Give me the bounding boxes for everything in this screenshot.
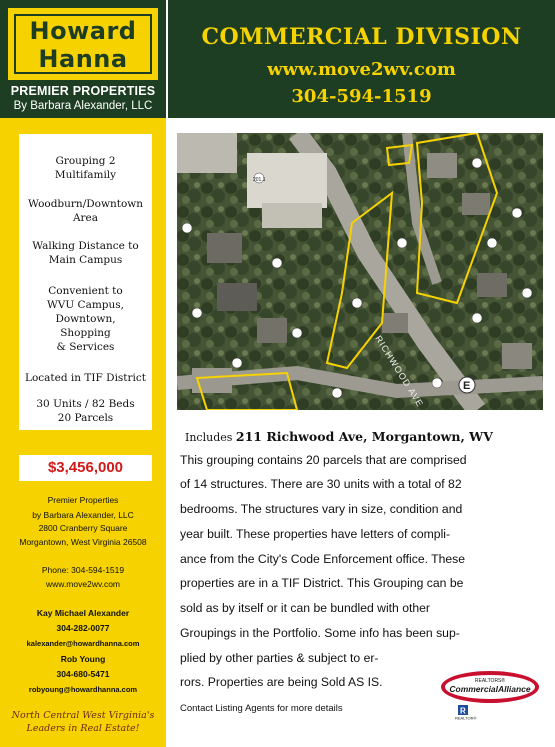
agent-email[interactable]: robyoung@howardhanna.com — [28, 685, 138, 694]
description-line: Groupings in the Portfolio. Some info has been sup- — [180, 626, 460, 640]
realtor-commercial-alliance-logo — [440, 668, 541, 720]
feature-line: Main Campus — [48, 254, 123, 266]
office-name: Premier Properties — [47, 495, 119, 505]
map-corner-label: E — [463, 380, 471, 392]
logo-word-hanna: Hanna — [38, 45, 128, 73]
agent-phone[interactable]: 304-680-5471 — [56, 669, 110, 679]
tagline-line2: Leaders in Real Estate! — [26, 723, 140, 734]
price-badge: $3,456,000 — [19, 455, 152, 481]
description-line: ance from the City's Code Enforcement office. These — [180, 552, 466, 566]
feature-line: Shopping — [60, 327, 111, 339]
header-phone: 304-594-1519 — [291, 86, 432, 107]
logo-word-howard: Howard — [29, 17, 137, 45]
realtor-badge-top: REALTORS® — [474, 678, 506, 684]
agent-name: Rob Young — [60, 654, 106, 664]
header-website: www.move2wv.com — [267, 59, 456, 80]
feature-line: Walking Distance to — [32, 240, 139, 252]
svg-text:R: R — [460, 706, 466, 716]
office-street: 2800 Cranberry Square — [38, 523, 128, 533]
feature-line: Woodburn/Downtown — [27, 198, 144, 210]
division-title: COMMERCIAL DIVISION — [201, 24, 522, 50]
feature-line: 20 Parcels — [57, 412, 114, 424]
logo-byline: By Barbara Alexander, LLC — [13, 100, 153, 112]
feature-line: Located in TIF District — [24, 372, 147, 384]
sidebar — [0, 118, 166, 747]
tagline-line1: North Central West Virginia's — [11, 710, 155, 721]
realtor-badge-title: CommercialAlliance — [449, 684, 531, 694]
aerial-map-image — [177, 133, 543, 410]
feature-line: Grouping 2 — [55, 155, 116, 167]
includes-prefix: Includes — [185, 431, 233, 444]
feature-line: & Services — [56, 341, 115, 353]
agent-name: Kay Michael Alexander — [36, 608, 130, 618]
agent-phone[interactable]: 304-282-0077 — [56, 623, 110, 633]
parcel-number: 201.1 — [253, 177, 266, 183]
description-line: year built. These properties have letters of compli- — [180, 527, 451, 541]
logo — [0, 0, 166, 118]
description-line: properties are in a TIF District. This Grouping can be — [180, 576, 464, 590]
listing-headline — [185, 429, 493, 444]
feature-line: Multifamily — [54, 169, 117, 181]
feature-card — [19, 134, 152, 430]
feature-line: Area — [72, 212, 99, 224]
feature-line: Convenient to — [48, 285, 123, 297]
logo-plate — [8, 8, 158, 80]
description-line: sold as by itself or it can be bundled with other — [180, 601, 430, 615]
feature-line: Downtown, — [55, 313, 116, 325]
feature-line: 30 Units / 82 Beds — [36, 398, 135, 410]
logo-subtitle: PREMIER PROPERTIES — [10, 84, 156, 98]
office-by: by Barbara Alexander, LLC — [32, 510, 134, 520]
office-website[interactable]: www.move2wv.com — [46, 579, 120, 589]
description-line: rors. Properties are being Sold AS IS. — [180, 675, 383, 689]
contact-note: Contact Listing Agents for more details — [180, 703, 343, 714]
description-line: bedrooms. The structures vary in size, condition and — [180, 502, 463, 516]
description-line: plied by other parties & subject to er- — [180, 651, 379, 665]
realtor-badge-mark: REALTOR® — [455, 715, 477, 720]
header-banner — [168, 0, 555, 118]
office-phone[interactable]: Phone: 304-594-1519 — [41, 565, 125, 575]
office-city: Morgantown, West Virginia 26508 — [19, 537, 147, 547]
listing-address: 211 Richwood Ave, Morgantown, WV — [235, 429, 493, 444]
description-line: This grouping contains 20 parcels that are comprised — [180, 453, 467, 467]
aerial-map — [177, 133, 543, 410]
description-line: of 14 structures. There are 30 units with a total of 82 — [180, 477, 462, 491]
agent-email[interactable]: kalexander@howardhanna.com — [26, 639, 140, 648]
feature-line: WVU Campus, — [46, 299, 125, 311]
street-label: RICHWOOD AVE — [373, 333, 426, 409]
